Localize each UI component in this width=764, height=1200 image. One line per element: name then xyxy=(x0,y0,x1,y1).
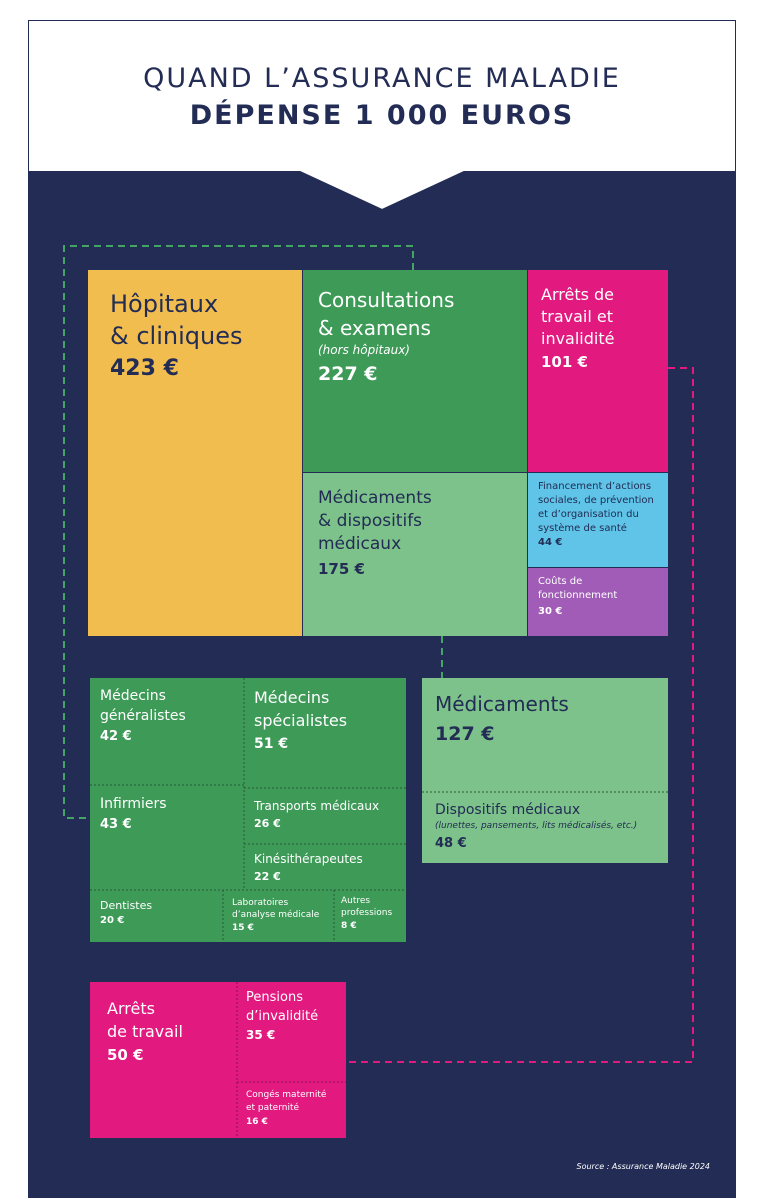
tile-value: 43 € xyxy=(100,817,132,832)
tile-label: Autres xyxy=(341,896,371,906)
tile-note: (lunettes, pansements, lits médicalisés, etc.) xyxy=(435,821,638,831)
tile-label: sociales, de prévention xyxy=(538,495,654,506)
tile-value: 423 € xyxy=(110,356,179,381)
title-line-2: DÉPENSE 1 000 EUROS xyxy=(189,100,575,131)
tile-label: Dispositifs médicaux xyxy=(435,802,581,818)
tile-label: généralistes xyxy=(100,708,186,724)
tile-couts-fonctionnement xyxy=(528,568,668,636)
source-note: Source : Assurance Maladie 2024 xyxy=(576,1162,710,1171)
tile-label: Arrêts de xyxy=(541,285,615,304)
tile-value: 175 € xyxy=(318,560,365,578)
tile-value: 48 € xyxy=(435,836,467,851)
tile-label: Transports médicaux xyxy=(254,799,380,813)
tile-laboratoires xyxy=(223,890,334,942)
tile-label: professions xyxy=(341,908,393,918)
tile-label: Médicaments xyxy=(318,488,432,508)
tile-value: 50 € xyxy=(107,1046,144,1064)
tile-label: fonctionnement xyxy=(538,590,618,601)
tile-label: Laboratoires xyxy=(232,898,289,908)
tile-transports xyxy=(244,788,406,844)
tile-value: 15 € xyxy=(232,923,254,933)
tile-kinesitherapeutes xyxy=(244,844,406,890)
tile-label: Hôpitaux xyxy=(110,290,219,318)
tile-label: & cliniques xyxy=(110,322,243,350)
tile-label: système de santé xyxy=(538,523,627,534)
tile-label: médicaux xyxy=(318,534,402,554)
tile-label: spécialistes xyxy=(254,711,348,730)
tile-value: 51 € xyxy=(254,736,289,752)
tile-financement xyxy=(528,473,668,567)
tile-consultations xyxy=(303,270,527,472)
tile-label: Arrêts xyxy=(107,999,155,1018)
tile-label: Coûts de xyxy=(538,576,583,587)
tile-label: de travail xyxy=(107,1022,183,1041)
tile-label: & examens xyxy=(318,316,431,340)
tile-label: Financement d’actions xyxy=(538,481,652,492)
tile-label: Congés maternité xyxy=(246,1090,327,1100)
tile-label: d’invalidité xyxy=(246,1009,319,1024)
tile-value: 227 € xyxy=(318,363,378,385)
tile-value: 22 € xyxy=(254,870,281,883)
tile-value: 16 € xyxy=(246,1117,268,1127)
tile-label: et d’organisation du xyxy=(538,509,639,520)
tile-value: 127 € xyxy=(435,723,495,745)
tile-pensions-invalidite xyxy=(237,982,346,1082)
tile-label: Pensions xyxy=(246,990,303,1005)
tile-value: 26 € xyxy=(254,817,281,830)
tile-label: Consultations xyxy=(318,288,455,312)
tile-value: 8 € xyxy=(341,921,357,931)
tile-arrets-travail xyxy=(90,982,237,1138)
title-line-1: QUAND L’ASSURANCE MALADIE xyxy=(143,63,621,94)
tile-dentistes xyxy=(90,890,223,942)
tile-autres-professions xyxy=(334,890,406,942)
tile-label: Médecins xyxy=(100,688,166,704)
tile-label: d’analyse médicale xyxy=(232,910,320,920)
tile-value: 42 € xyxy=(100,729,132,744)
tile-hopitaux xyxy=(88,270,302,636)
tile-conges xyxy=(237,1082,346,1138)
tile-label: Dentistes xyxy=(100,899,153,912)
tile-specialistes xyxy=(244,678,406,788)
tile-generalistes xyxy=(90,678,244,785)
tile-label: Infirmiers xyxy=(100,796,167,812)
tile-label: & dispositifs xyxy=(318,511,423,531)
tile-value: 101 € xyxy=(541,353,588,371)
tile-label: travail et xyxy=(541,307,614,326)
tile-dispositifs-medicaux xyxy=(422,792,668,863)
tile-label: invalidité xyxy=(541,329,615,348)
tile-value: 35 € xyxy=(246,1028,276,1042)
tile-medicaments xyxy=(422,678,668,792)
tile-label: Kinésithérapeutes xyxy=(254,852,363,866)
tile-medicaments-dispositifs xyxy=(303,473,527,636)
tile-label: Médicaments xyxy=(435,692,569,716)
tile-arrets-invalidite xyxy=(528,270,668,472)
tile-infirmiers xyxy=(90,785,244,890)
tile-value: 20 € xyxy=(100,915,125,926)
tile-value: 30 € xyxy=(538,606,563,617)
tile-label: et paternité xyxy=(246,1103,300,1113)
tile-note: (hors hôpitaux) xyxy=(318,343,410,357)
tile-value: 44 € xyxy=(538,537,563,548)
tile-label: Médecins xyxy=(254,688,330,707)
